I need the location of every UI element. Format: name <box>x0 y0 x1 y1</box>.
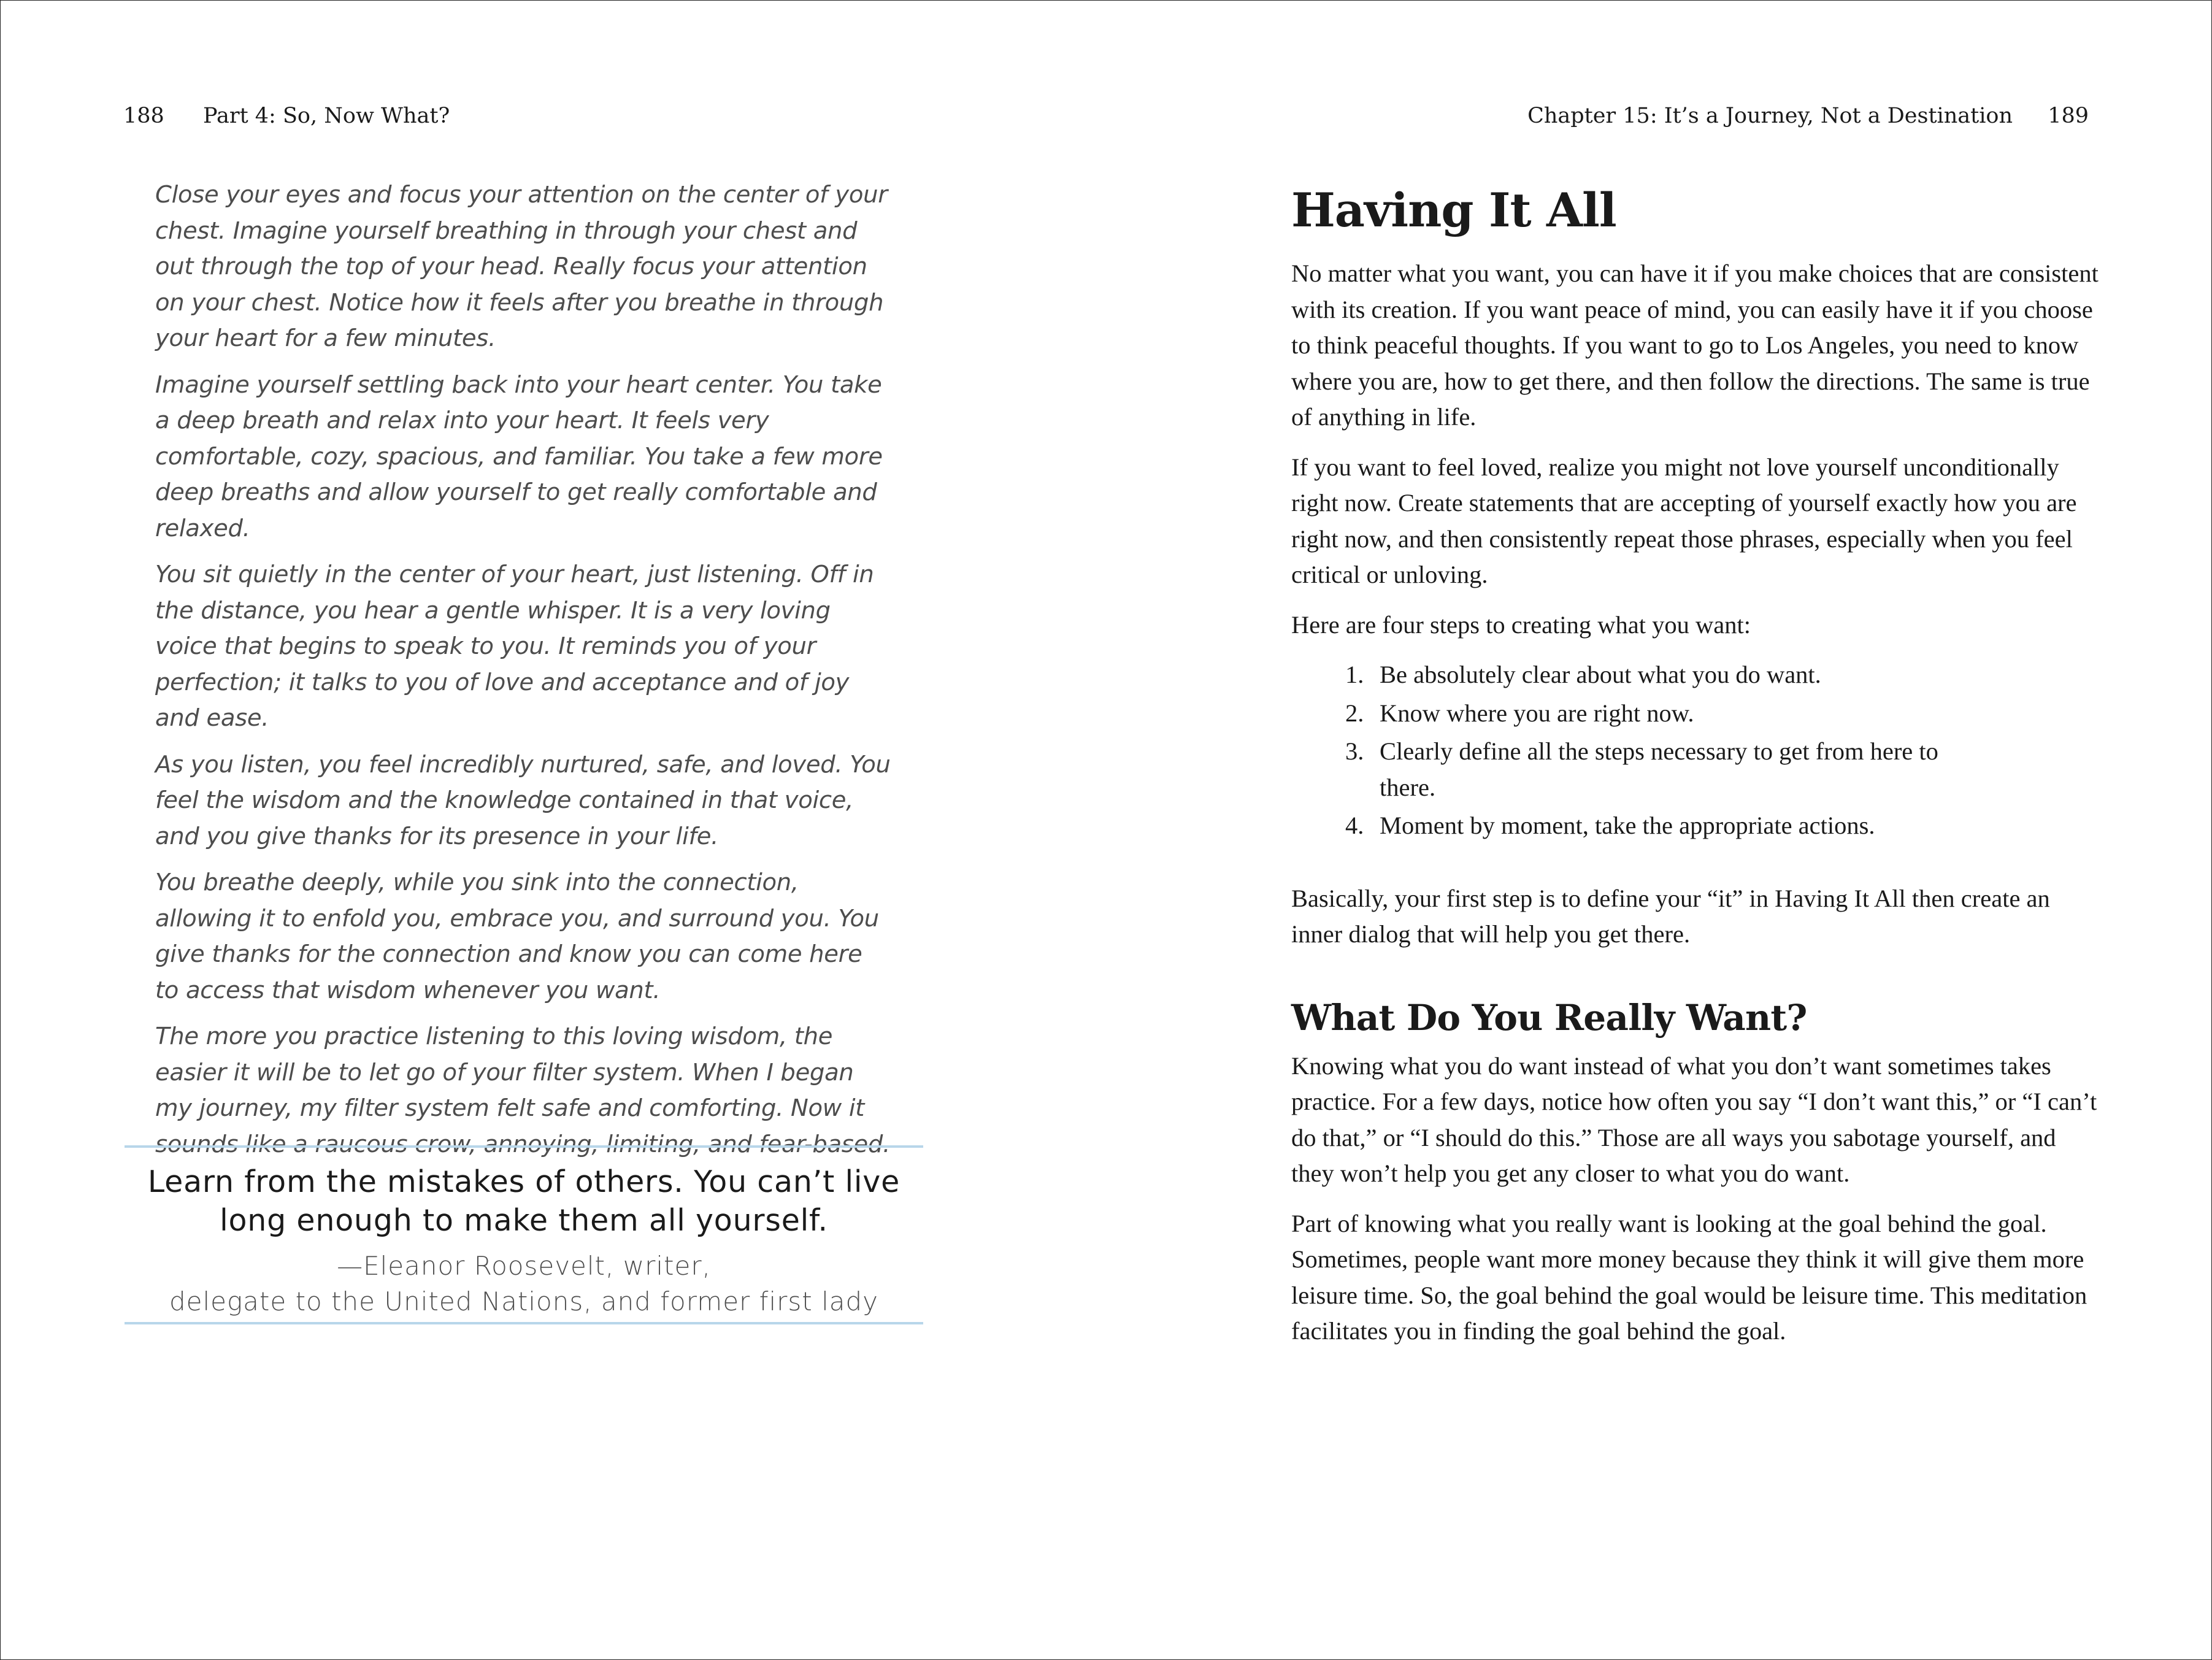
paragraph: Here are four steps to creating what you want: <box>1291 610 1751 639</box>
page-content <box>1291 174 2101 1364</box>
list-number: 3. <box>1345 737 1364 765</box>
list-number: 1. <box>1345 661 1364 688</box>
paragraph: Knowing what you do want instead of what you don’t want sometimes takes practice. For a few days, notice how often you say “I don’t want this,” or “I can’t do that,” or “I should do this.” Those are all ways you sabotage yourself, and they won’t help you get any closer to what you do want. <box>1291 1051 2097 1187</box>
paragraph: No matter what you want, you can have it if you make choices that are consistent with its creation. If you want peace of mind, you can easily have it if you choose to think peaceful thoughts. If you want to go to Los Angeles, you need to know where you are, how to get there, and then follow the directions. The same is true of anything in life. <box>1291 259 2099 431</box>
paragraph: Part of knowing what you really want is looking at the goal behind the goal. Sometimes, people want more money because they think it will give them more leisure time. So, the goal behind the goal would be leisure time. This meditation facilitates you in finding the goal behind the goal. <box>1291 1209 2087 1345</box>
pull-quote <box>125 1145 923 1324</box>
list-item <box>1345 734 1993 805</box>
list-number: 4. <box>1345 812 1364 839</box>
running-head: Chapter 15: It’s a Journey, Not a Destination <box>1527 104 2013 128</box>
attribution-line: —Eleanor Roosevelt, writer, <box>337 1251 711 1281</box>
body-text <box>1291 881 2101 953</box>
list-text: Clearly define all the steps necessary to get from here to there. <box>1380 737 1938 801</box>
left-page <box>1 1 1106 1659</box>
list-text: Moment by moment, take the appropriate actions. <box>1380 812 1875 839</box>
paragraph: If you want to feel loved, realize you might not love yourself unconditionally right now. Create statements that are accepting of yourself exactly how you are right now, and then consistently repeat those phrases, especially when you feel critical or unloving. <box>1291 453 2077 588</box>
meditation-paragraph: You breathe deeply, while you sink into the connection, allowing it to enfold you, embrace you, and surround you. You give thanks for the connection and know you can come here to access that wisdom whenever you want. <box>155 869 879 1004</box>
page-number: 189 <box>2048 104 2089 128</box>
running-head: Part 4: So, Now What? <box>203 104 450 128</box>
list-item <box>1345 657 1993 693</box>
list-text: Know where you are right now. <box>1380 699 1694 727</box>
right-page <box>1106 1 2211 1659</box>
meditation-text <box>155 177 891 1173</box>
quote-text <box>125 1162 923 1240</box>
list-item <box>1345 696 1993 732</box>
section-heading: Having It All <box>1291 183 1616 237</box>
attribution-line: delegate to the United Nations, and former first lady <box>169 1286 879 1316</box>
list-number: 2. <box>1345 699 1364 727</box>
quote-attribution <box>125 1248 923 1320</box>
meditation-paragraph: Imagine yourself settling back into your heart center. You take a deep breath and relax into your heart. It feels very comfortable, cozy, spacious, and familiar. You take a few more deep breaths and allow yourself to get really comfortable and relaxed. <box>155 371 883 542</box>
meditation-paragraph: As you listen, you feel incredibly nurtured, safe, and loved. You feel the wisdom and the knowledge contained in that voice, and you give thanks for its presence in your life. <box>155 750 891 850</box>
body-text <box>1291 1048 2101 1350</box>
page-number: 188 <box>123 104 164 128</box>
meditation-paragraph: Close your eyes and focus your attention on the center of your chest. Imagine yourself breathing in through your chest and out through the top of your head. Really focus your attention on your chest. Notice how it feels after you breathe in through your heart for a few minutes. <box>155 181 888 352</box>
steps-list <box>1291 657 2101 844</box>
subsection-heading: What Do You Really Want? <box>1291 996 1807 1039</box>
quote-line: Learn from the mistakes of others. You can’t live <box>147 1164 901 1199</box>
body-text <box>1291 256 2101 643</box>
paragraph: Basically, your first step is to define your “it” in Having It All then create an inner dialog that will help you get there. <box>1291 884 2050 948</box>
meditation-paragraph: You sit quietly in the center of your heart, just listening. Off in the distance, you hear a gentle whisper. It is a very loving voice that begins to speak to you. It reminds you of your perfection; it talks to you of love and acceptance and of joy and ease. <box>155 561 874 732</box>
quote-line: long enough to make them all yourself. <box>220 1203 828 1238</box>
list-text: Be absolutely clear about what you do want. <box>1380 661 1821 688</box>
list-item <box>1345 808 1993 844</box>
meditation-paragraph: The more you practice listening to this loving wisdom, the easier it will be to let go of your filter system. When I began my journey, my filter system felt safe and comforting. Now it sounds like a raucous crow, annoying, limiting, and fear-based. <box>155 1023 891 1158</box>
